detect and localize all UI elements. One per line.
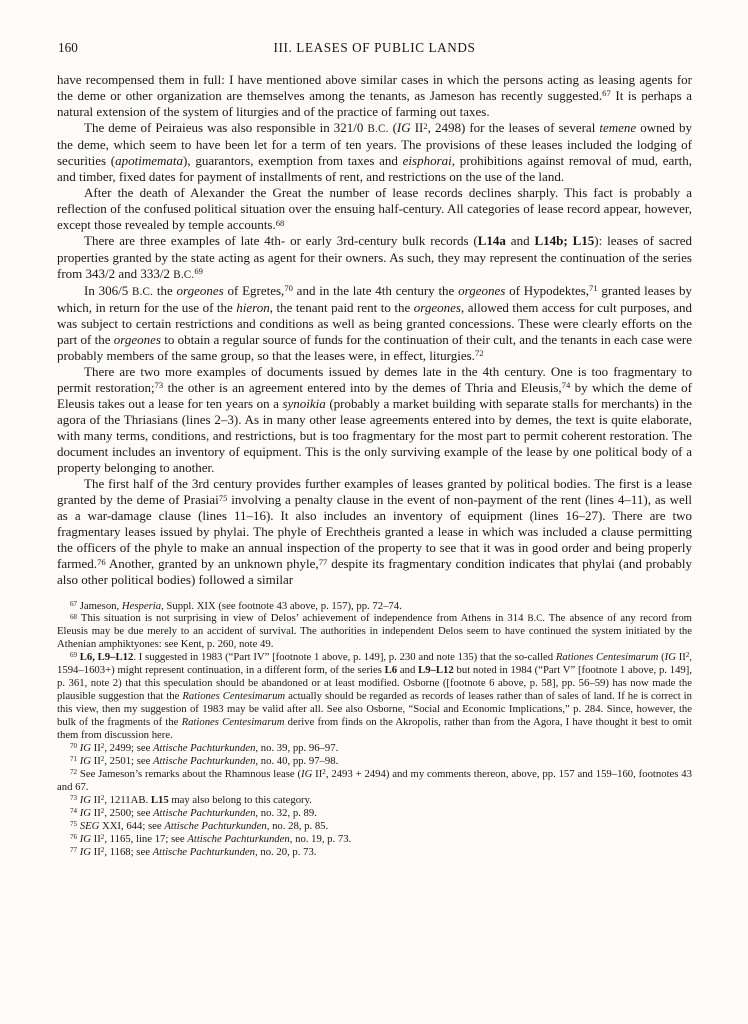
text-run: B.C.: [367, 123, 389, 136]
text-run: II: [312, 767, 323, 780]
text-run: After the death of Alexander the Great the number of lease records declines sharply. This fact is probably a reflection of the confused political situation over the ensuing half-century. All categories of lease record appear, however, except those revealed by temple accounts.: [57, 185, 692, 233]
body-text: [57, 72, 692, 589]
footnote-ref: 72: [474, 348, 484, 359]
text-run: Attische Pachturkunden: [153, 806, 256, 819]
footnote-ref: 2: [423, 120, 428, 131]
text-run: L6, L9–L12: [79, 651, 134, 664]
footnote-number: 71: [70, 754, 78, 763]
text-run: have recompensed them in full: I have mentioned above similar cases in which the persons acting as leasing agents for the deme or other organization are themselves among the tenants, as Jameson has recently suggested.: [57, 72, 692, 104]
text-run: IG: [79, 793, 91, 806]
text-run: Rationes Centesimarum: [181, 716, 285, 729]
text-run: II: [675, 651, 686, 664]
text-run: See Jameson’s remarks about the Rhamnous lease (: [77, 767, 302, 780]
text-run: II: [91, 832, 101, 845]
text-run: involving a penalty clause in the event of non-payment of the rent (lines 4–11), as well as a war-damage clause (lines 11–16). It also includes an inventory of equipment (lines 16–27). There are two fragmentary leases issued by phylai. The phyle of Erechtheis granted a lease in which was included a clause permitting the officers of the phyle to make an annual inspection of the property to see that it was in good order and being properly farmed.: [57, 492, 692, 572]
text-run: by which the deme of Eleusis takes out a lease for ten years on a: [57, 379, 693, 411]
text-run: granted leases by which, in return for the use of the: [57, 282, 692, 315]
footnote-number: 74: [70, 806, 78, 815]
footnote: [57, 612, 692, 651]
running-head: [57, 40, 692, 57]
text-run: L14b; L15: [534, 233, 595, 249]
text-run: The deme of Peiraieus was also responsible in 321/0: [84, 120, 368, 136]
body-paragraph: [57, 185, 692, 233]
footnote: [57, 651, 692, 742]
text-run: to obtain a regular source of funds for the continuation of their cult, and the tenants in each case were probably members of the same group, so that the leases were, in effect, liturgies.: [57, 331, 693, 363]
text-run: despite its fragmentary condition indicates that phylai (and probably also other political bodies) followed a similar: [57, 556, 692, 588]
text-run: apotimemata: [115, 153, 184, 169]
text-run: owned by the deme, which seem to have been let for a term of ten years. The provisions of these leases included the lodging of securities (: [57, 120, 692, 169]
text-run: . I suggested in 1983 (“Part IV” [footnote 1 above, p. 149], p. 230 and note 135) that the so-called: [133, 651, 556, 664]
text-run: Hesperia: [121, 599, 162, 612]
text-run: and in the late 4th century the: [292, 282, 459, 298]
footnote-number: 2: [100, 832, 105, 841]
text-run: ), guarantors, exemption from taxes and: [183, 153, 403, 169]
body-paragraph: [57, 476, 692, 588]
footnote-ref: 75: [218, 492, 228, 503]
body-paragraph: [57, 364, 692, 476]
text-run: , 2501; see: [104, 754, 154, 767]
footnote-number: 72: [70, 767, 78, 776]
footnote-number: 70: [70, 742, 78, 751]
text-run: , no. 28, p. 85.: [266, 819, 329, 832]
text-run: The first half of the 3rd century provides further examples of leases granted by political bodies. The first is a lease granted by the deme of Prasiai: [57, 476, 692, 508]
text-run: IG: [396, 120, 411, 136]
text-run: Attische Pachturkunden: [152, 845, 256, 858]
footnote-ref: 67: [602, 88, 611, 99]
text-run: B.C.: [173, 268, 195, 281]
text-run: IG: [301, 767, 313, 780]
footnote: [57, 820, 692, 833]
body-paragraph: [57, 283, 692, 364]
text-run: Attische Pachturkunden: [153, 741, 256, 754]
body-paragraph: [57, 72, 692, 120]
text-run: orgeones: [458, 282, 506, 298]
text-run: Attische Pachturkunden: [164, 819, 267, 832]
body-paragraph: [57, 233, 692, 282]
text-run: This situation is not surprising in view of Delos’ achievement of independence from Athens in 314: [77, 612, 528, 625]
footnote-number: 77: [70, 845, 78, 854]
text-run: II: [410, 120, 424, 136]
text-run: hieron: [236, 299, 270, 315]
text-run: II: [91, 754, 101, 767]
text-run: , no. 40, pp. 97–98.: [255, 754, 339, 767]
footnote-ref: 69: [194, 265, 203, 276]
footnote: [57, 755, 692, 768]
text-run: L6: [384, 664, 398, 677]
text-run: , no. 20, p. 73.: [255, 845, 317, 858]
text-run: B.C.: [527, 613, 545, 624]
text-run: Jameson,: [77, 599, 122, 612]
text-run: There are two more examples of documents issued by demes late in the 4th century. One is too fragmentary to permit restoration;: [57, 363, 692, 395]
footnote-ref: 76: [97, 556, 106, 567]
text-run: orgeones: [413, 299, 461, 315]
text-run: L14a: [477, 233, 506, 249]
text-run: Attische Pachturkunden: [153, 754, 256, 767]
text-run: , 1211AB.: [104, 793, 151, 806]
footnote: [57, 742, 692, 755]
text-run: L15: [150, 793, 169, 806]
text-run: , 2499; see: [104, 741, 154, 754]
footnote-ref: 70: [284, 283, 293, 294]
footnote-ref: 77: [318, 556, 328, 567]
text-run: In 306/5: [84, 282, 132, 298]
footnote-number: 2: [100, 806, 105, 815]
text-run: IG: [79, 741, 91, 754]
text-run: the other is an agreement entered into by the demes of Thria and Eleusis,: [163, 379, 562, 395]
footnote-number: 68: [70, 612, 78, 621]
page-number: 160: [58, 40, 78, 55]
text-run: SEG: [79, 819, 100, 832]
text-run: IG: [79, 832, 91, 845]
text-run: actually should be regarded as records of leases rather than of sales of land. If he is correct in this view, then my suggestion of 1983 may be valid after all. See also Osborne, “Social and Economic Implications,” p. 284. Since, however, the bulk of the fragments of the: [57, 690, 692, 729]
footnote-number: 2: [322, 767, 326, 776]
text-run: Attische Pachturkunden: [187, 832, 290, 845]
text-run: , the tenant paid rent to the: [269, 299, 414, 315]
footnote-number: 2: [100, 742, 105, 751]
text-run: , 1165, line 17; see: [104, 832, 188, 845]
text-run: and: [505, 233, 535, 249]
text-run: , 2498) for the leases of several: [427, 120, 600, 136]
footnote: [57, 768, 692, 794]
footnote-number: 76: [70, 832, 78, 841]
body-paragraph: [57, 120, 692, 185]
text-run: derive from finds on the Akropolis, rather than from the Agora, I have thought it best to omit them from discussion here.: [57, 716, 693, 742]
footnote-number: 73: [70, 793, 78, 802]
text-run: , 2493 + 2494) and my comments thereon, above, pp. 157 and 159–160, footnotes 43 and 67.: [57, 767, 692, 793]
text-run: orgeones: [176, 282, 224, 298]
footnote-number: 67: [70, 599, 78, 608]
footnote-number: 2: [100, 845, 105, 854]
text-run: , no. 32, p. 89.: [255, 806, 317, 819]
text-run: , Suppl. XIX (see footnote 43 above, p. 157), pp. 72–74.: [161, 599, 402, 612]
text-run: , 1168; see: [104, 845, 153, 858]
text-run: of Hypodektes,: [505, 282, 590, 298]
footnote-ref: 74: [561, 380, 571, 391]
text-run: II: [91, 845, 101, 858]
text-run: of Egretes,: [223, 282, 285, 298]
text-run: XXI, 644; see: [99, 819, 165, 832]
text-run: Another, granted by an unknown phyle,: [105, 556, 319, 572]
text-run: , allowed them access for cult purposes, and was subject to certain restrictions and conditions as well as being granted concessions. These were clearly efforts on the part of the: [57, 299, 693, 347]
text-run: It is perhaps a natural extension of the system of liturgies and of the practice of farming out taxes.: [57, 88, 693, 120]
text-run: the: [153, 282, 177, 298]
text-run: , no. 19, p. 73.: [289, 832, 352, 845]
text-run: IG: [79, 754, 91, 767]
text-run: (: [388, 120, 397, 136]
footnote-number: 2: [100, 754, 105, 763]
text-run: II: [91, 741, 101, 754]
footnotes: [57, 600, 692, 859]
text-run: (: [658, 651, 665, 664]
footnote: [57, 807, 692, 820]
footnote-number: 75: [70, 819, 78, 828]
footnote-number: 69: [70, 651, 78, 660]
footnote: [57, 600, 692, 613]
text-run: II: [91, 806, 101, 819]
footnote-number: 2: [685, 651, 690, 660]
text-run: B.C.: [132, 285, 154, 298]
footnote-ref: 71: [589, 283, 598, 294]
footnote-ref: 73: [154, 380, 164, 391]
text-run: Rationes Centesimarum: [182, 690, 286, 703]
text-run: orgeones: [113, 331, 161, 347]
footnote-number: 2: [100, 793, 105, 802]
text-run: eisphorai: [402, 153, 452, 169]
text-run: temene: [599, 120, 637, 136]
footnote: [57, 833, 692, 846]
text-run: Rationes Centesimarum: [555, 651, 659, 664]
text-run: but noted in 1984 (“Part V” [footnote 1 above, p. 149], p. 361, note 2) that this speculation should be abandoned or at least modified. Osborne ([footnote 6 above, p. 58], pp. 56–59) has now made the plausible suggestion that the: [57, 664, 692, 703]
text-run: IG: [664, 651, 676, 664]
text-run: , 2500; see: [104, 806, 154, 819]
text-run: IG: [79, 845, 91, 858]
footnote: [57, 794, 692, 807]
text-run: ): leases of sacred properties granted by the state acting as agent for their owners. As such, they may represent the continuation of the series from 343/2 and 333/2: [57, 233, 693, 281]
text-run: , no. 39, pp. 96–97.: [255, 741, 339, 754]
text-run: , prohibitions against removal of mud, earth, and timber, fixed dates for payment of installments of rent, and restrictions on the use of the land.: [57, 153, 692, 185]
text-run: and: [397, 664, 419, 677]
running-header-title: III. LEASES OF PUBLIC LANDS: [273, 40, 476, 55]
text-run: synoikia: [282, 395, 326, 411]
text-run: may also belong to this category.: [168, 793, 312, 806]
text-run: There are three examples of late 4th- or early 3rd-century bulk records (: [84, 233, 478, 249]
text-run: II: [91, 793, 101, 806]
text-run: L9–L12: [418, 664, 454, 677]
text-run: The absence of any record from Eleusis may be due merely to an accident of survival. The authorities in independent Delos seem to have continued the system initiated by the Athenian amphiktyones: see Kent, p. 260, note 49.: [57, 612, 692, 651]
footnote-ref: 68: [275, 217, 285, 228]
text-run: , 1594–1603+) might represent continuation, in a different form, of the series: [57, 651, 693, 677]
footnote: [57, 846, 692, 859]
text-run: IG: [79, 806, 91, 819]
text-run: (probably a market building with separate stalls for merchants) in the agora of the Thriasians (lines 2–3). As in many other lease agreements entered into by demes, the text is quite elaborate, with many terms, conditions, and restrictions, but is too fragmentary for the most part to permit coherent restoration. The document includes an inventory of equipment. This is the only surviving example of the lease by one political body of a property belonging to another.: [57, 395, 692, 476]
